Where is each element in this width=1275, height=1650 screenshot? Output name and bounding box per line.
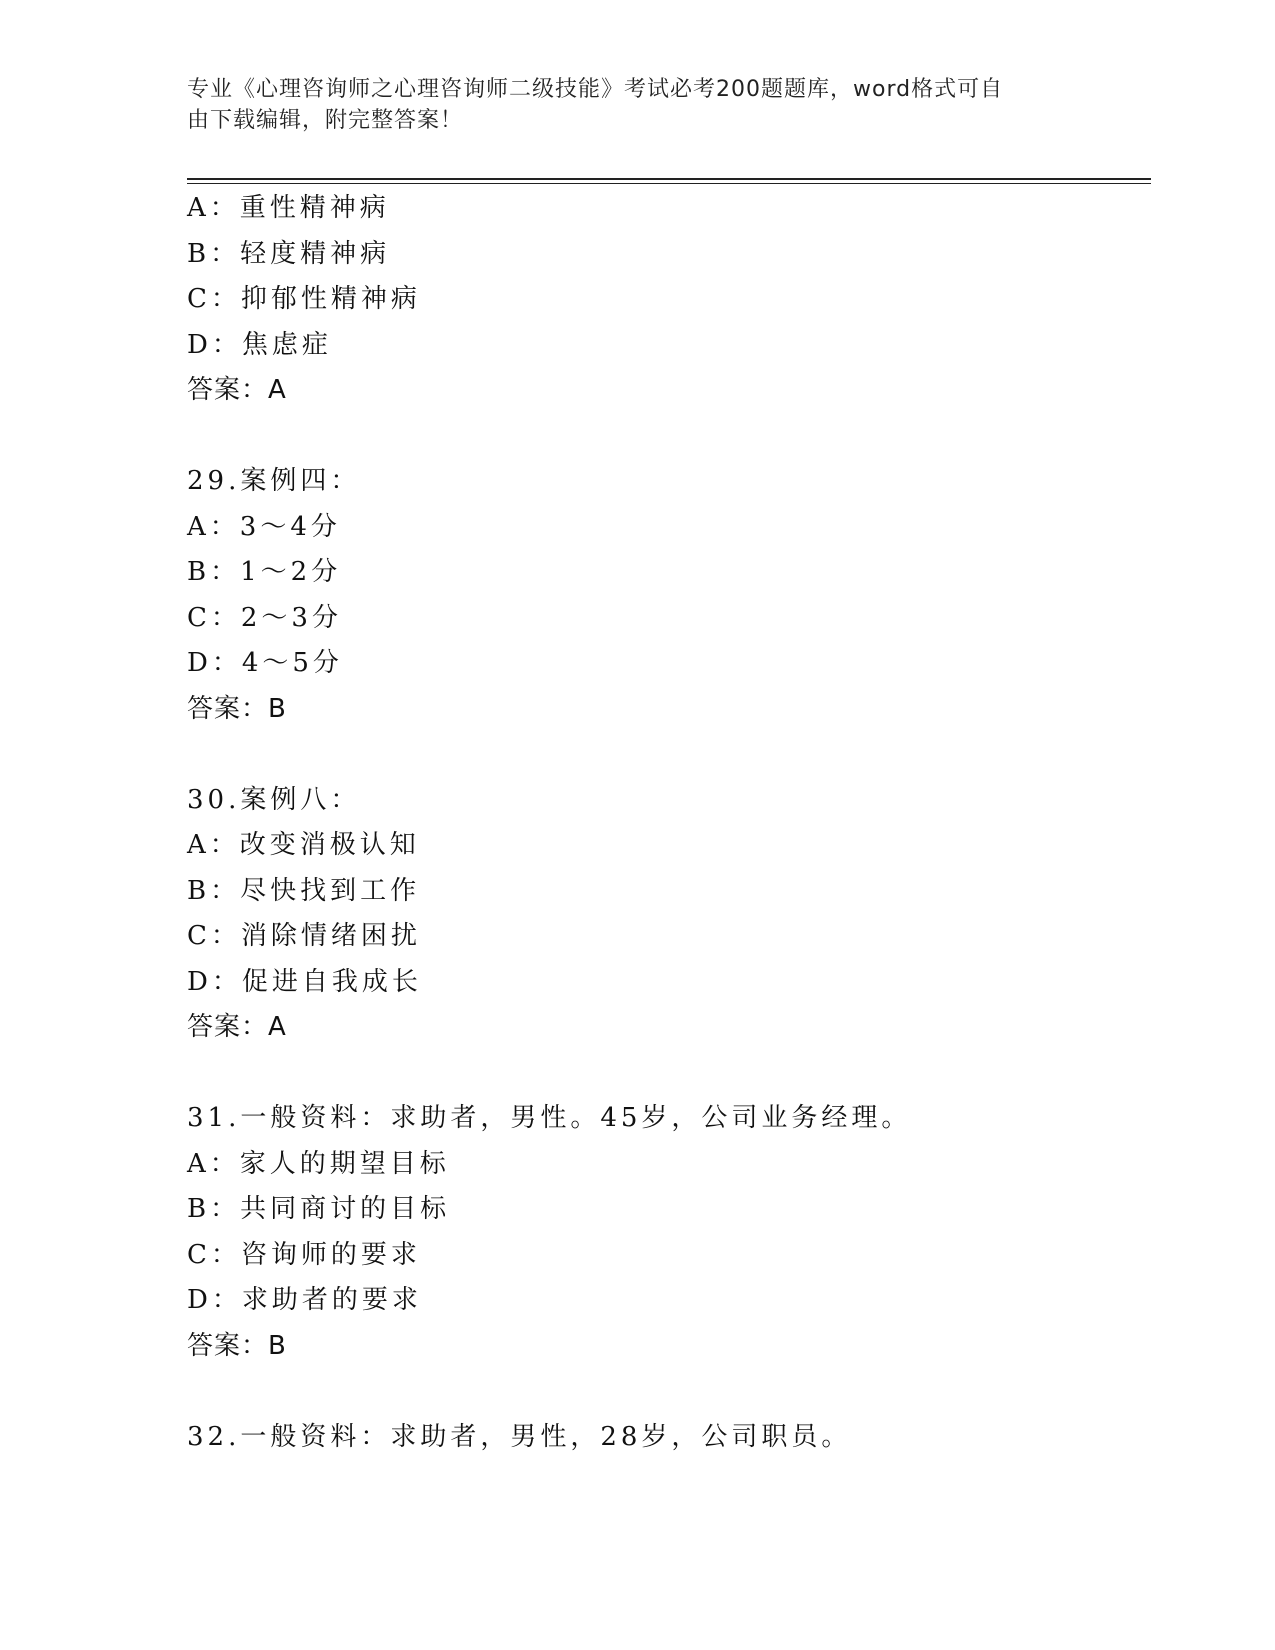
option-c: C：抑郁性精神病 <box>187 284 421 314</box>
answer-line: 答案：A <box>187 1012 287 1042</box>
question-title: 31.一般资料：求助者，男性。45岁，公司业务经理。 <box>187 1103 912 1133</box>
document-header <box>187 74 1067 136</box>
answer-line: 答案：A <box>187 375 287 405</box>
option-b: B：轻度精神病 <box>187 238 391 269</box>
question-title: 30.案例八： <box>187 784 361 815</box>
spacer <box>187 1369 1151 1415</box>
question-title: 29.案例四： <box>187 466 361 496</box>
option-c: C：消除情绪困扰 <box>187 921 421 951</box>
option-d: D：4～5分 <box>187 648 343 678</box>
option-c: C：2～3分 <box>187 602 342 633</box>
option-c: C：咨询师的要求 <box>187 1239 421 1270</box>
question-31-block <box>187 1096 1151 1369</box>
header-line-1: 专业《心理咨询师之心理咨询师二级技能》考试必考200题题库，word格式可自 <box>187 77 1004 102</box>
answer-line: 答案：B <box>187 693 287 724</box>
answer-line: 答案：B <box>187 1330 287 1361</box>
option-b: B：1～2分 <box>187 557 342 587</box>
option-a: A：3～4分 <box>187 511 341 542</box>
question-list <box>187 186 1151 1460</box>
header-divider <box>187 178 1151 184</box>
option-a: A：家人的期望目标 <box>187 1148 450 1179</box>
option-d: D：求助者的要求 <box>187 1285 422 1315</box>
option-b: B：共同商讨的目标 <box>187 1194 451 1224</box>
question-title: 32.一般资料：求助者，男性，28岁，公司职员。 <box>187 1421 852 1452</box>
spacer <box>187 732 1151 778</box>
option-d: D：促进自我成长 <box>187 966 422 997</box>
question-28-block <box>187 186 1151 414</box>
option-a: A：重性精神病 <box>187 193 390 223</box>
question-30-block <box>187 778 1151 1051</box>
option-b: B：尽快找到工作 <box>187 875 421 906</box>
question-32-block <box>187 1415 1151 1461</box>
header-line-2: 由下载编辑，附完整答案！ <box>187 108 464 133</box>
question-29-block <box>187 459 1151 732</box>
spacer <box>187 1051 1151 1097</box>
option-a: A：改变消极认知 <box>187 830 420 860</box>
spacer <box>187 414 1151 460</box>
option-d: D：焦虑症 <box>187 329 332 360</box>
